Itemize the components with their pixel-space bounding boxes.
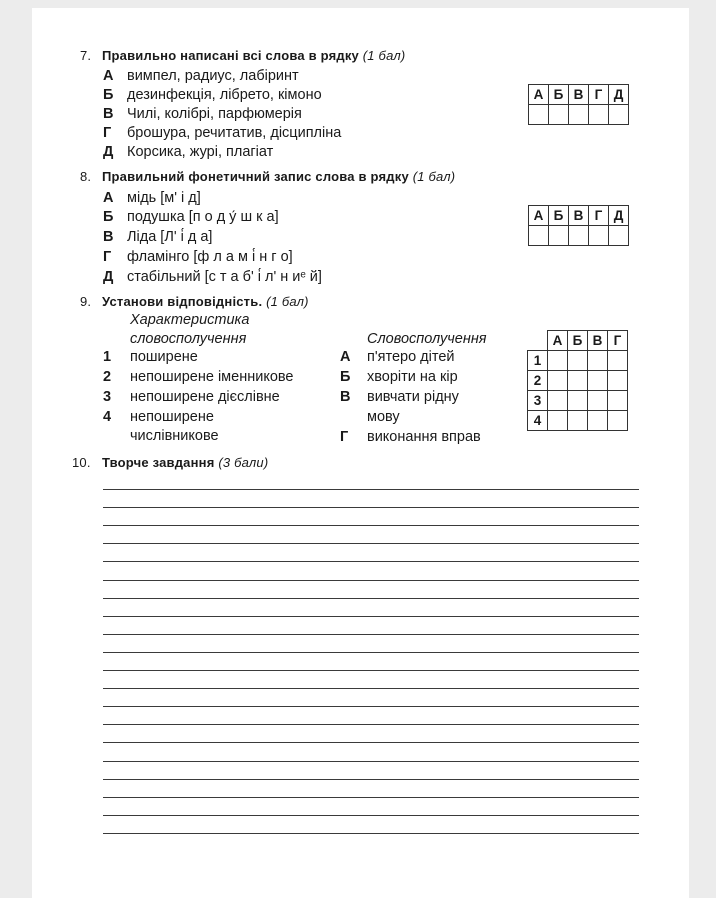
q9-left-header-line1: Характеристика <box>130 312 250 328</box>
writing-line[interactable] <box>103 724 639 725</box>
answer-cell[interactable] <box>608 371 628 391</box>
writing-line[interactable] <box>103 598 639 599</box>
writing-line[interactable] <box>103 507 639 508</box>
answer-cell[interactable] <box>588 411 608 431</box>
grid-header: Д <box>609 85 629 105</box>
writing-line[interactable] <box>103 815 639 816</box>
grid-header: Б <box>568 331 588 351</box>
q7-points: (1 бал) <box>362 48 406 63</box>
answer-cell[interactable] <box>608 391 628 411</box>
q8-number: 8. <box>80 169 92 184</box>
q8-title-text: Правильний фонетичний запис слова в рядку <box>102 169 409 184</box>
grid-header: В <box>588 331 608 351</box>
q9-number: 9. <box>80 294 92 309</box>
writing-line[interactable] <box>103 525 639 526</box>
answer-cell[interactable] <box>549 226 569 246</box>
answer-cell[interactable] <box>548 351 568 371</box>
grid-header: Б <box>549 85 569 105</box>
grid-header: А <box>548 331 568 351</box>
q10-points: (3 бали) <box>218 455 269 470</box>
answer-cell[interactable] <box>549 105 569 125</box>
answer-cell[interactable] <box>588 371 608 391</box>
q7-number: 7. <box>80 48 92 63</box>
writing-line[interactable] <box>103 616 639 617</box>
writing-line[interactable] <box>103 489 639 490</box>
answer-cell[interactable] <box>589 226 609 246</box>
answer-cell[interactable] <box>548 391 568 411</box>
q7-answer-grid <box>528 84 629 125</box>
grid-row-label: 1 <box>528 351 548 371</box>
answer-cell[interactable] <box>569 105 589 125</box>
answer-cell[interactable] <box>529 105 549 125</box>
writing-line[interactable] <box>103 833 639 834</box>
q7-title-text: Правильно написані всі слова в рядку <box>102 48 359 63</box>
q9-left-item-cont: числівникове <box>130 428 219 444</box>
writing-line[interactable] <box>103 670 639 671</box>
answer-cell[interactable] <box>529 226 549 246</box>
answer-cell[interactable] <box>608 351 628 371</box>
writing-line[interactable] <box>103 706 639 707</box>
worksheet-page: 7. Правильно написані всі слова в рядку (1 бал) А вимпел, радиус, лабіринт Б дезинфекція, лібрето, кімоно В Чилі, колібрі, парфюмерія Г брошура, речитатив, дісципліна Д Корсика, журі, плагіат А Б В Г Д 8. Правильний фонетичний запис слова в рядку (1 бал) А мідь [м' і д] Б подушка [п о д у́ ш к а] В Ліда [Л' і́ д а] Г фламінго [ф л а м і́ н г о] Д стабільний [с т а б' і́ л' н иᵉ й] А Б В Г Д 9. Установи відповідність. (1 бал) Характеристика словосполучення Словосполучення 1 поширене 2 непоширене іменникове 3 непоширене дієслівне 4 непоширене числівникове А п'ятеро дітей Б хворіти на кір В вивчати рідну мову Г виконання вправ А Б В Г 1 2 3 4 10. Творче завдання (3 бали) <box>32 8 689 898</box>
writing-line[interactable] <box>103 779 639 780</box>
grid-corner <box>528 331 548 351</box>
writing-line[interactable] <box>103 761 639 762</box>
writing-line[interactable] <box>103 688 639 689</box>
q8-title <box>80 169 455 184</box>
grid-header: А <box>529 85 549 105</box>
grid-header: Г <box>608 331 628 351</box>
grid-header: Г <box>589 206 609 226</box>
q9-right-header: Словосполучення <box>367 331 487 347</box>
answer-cell[interactable] <box>588 391 608 411</box>
writing-line[interactable] <box>103 634 639 635</box>
writing-line[interactable] <box>103 561 639 562</box>
q9-title <box>80 294 309 309</box>
q10-title <box>72 455 268 470</box>
writing-line[interactable] <box>103 797 639 798</box>
grid-header: В <box>569 85 589 105</box>
q7-title <box>80 48 405 63</box>
grid-row-label: 4 <box>528 411 548 431</box>
q8-points: (1 бал) <box>412 169 456 184</box>
q10-number: 10. <box>72 455 91 470</box>
grid-row-label: 2 <box>528 371 548 391</box>
grid-header: Д <box>609 206 629 226</box>
grid-row-label: 3 <box>528 391 548 411</box>
writing-line[interactable] <box>103 543 639 544</box>
q9-match-grid <box>527 330 628 431</box>
answer-cell[interactable] <box>568 391 588 411</box>
answer-cell[interactable] <box>588 351 608 371</box>
q9-points: (1 бал) <box>266 294 309 309</box>
q9-right-item-cont: мову <box>367 409 400 425</box>
q10-title-text: Творче завдання <box>102 455 215 470</box>
grid-header: Г <box>589 85 609 105</box>
answer-cell[interactable] <box>608 411 628 431</box>
q9-left-header-line2: словосполучення <box>130 331 247 347</box>
writing-line[interactable] <box>103 580 639 581</box>
q9-title-text: Установи відповідність. <box>102 294 263 309</box>
answer-cell[interactable] <box>609 226 629 246</box>
answer-cell[interactable] <box>589 105 609 125</box>
answer-cell[interactable] <box>568 371 588 391</box>
answer-cell[interactable] <box>548 371 568 391</box>
answer-cell[interactable] <box>609 105 629 125</box>
grid-header: А <box>529 206 549 226</box>
answer-cell[interactable] <box>568 411 588 431</box>
writing-line[interactable] <box>103 742 639 743</box>
answer-cell[interactable] <box>548 411 568 431</box>
answer-cell[interactable] <box>568 351 588 371</box>
writing-line[interactable] <box>103 652 639 653</box>
grid-header: В <box>569 206 589 226</box>
grid-header: Б <box>549 206 569 226</box>
q8-answer-grid <box>528 205 629 246</box>
answer-cell[interactable] <box>569 226 589 246</box>
